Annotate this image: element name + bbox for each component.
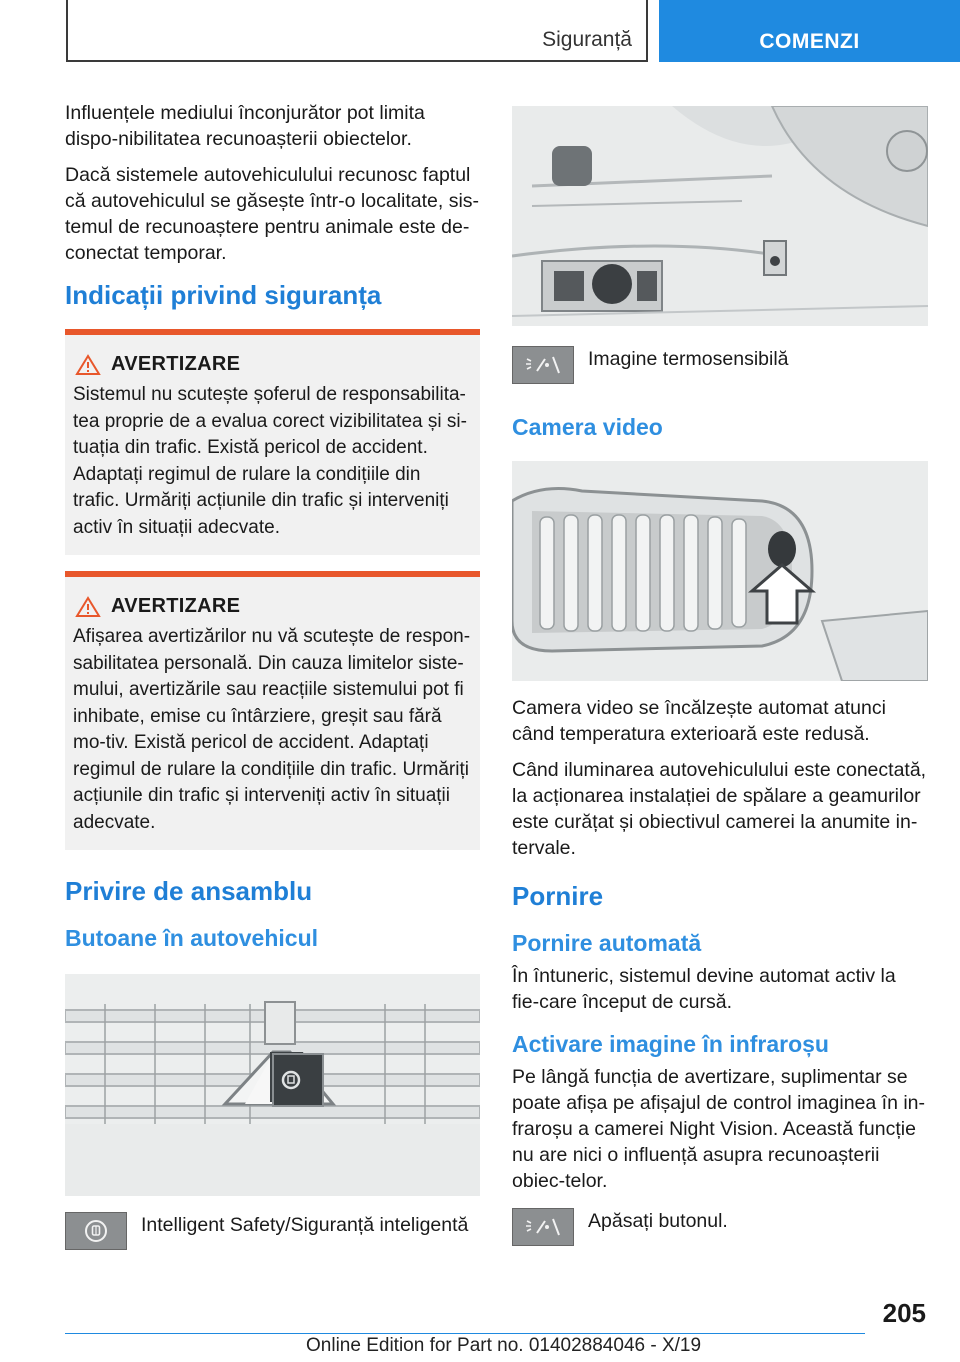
right-column	[512, 106, 928, 1260]
header-chapter-tab	[659, 0, 960, 62]
warning-text-1: Sistemul nu scutește șoferul de responsabilita-tea proprie de a evalua corect vizibilitatea și si-tuația din trafic. Există pericol de accident. Adaptați regimul de rulare la condițiile din trafic. Urmăriți acțiunile din trafic și interveniți activ în situații adecvate.	[73, 384, 467, 538]
thermal-image-label: Imagine termosensibilă	[588, 348, 789, 370]
edition-footer: Online Edition for Part no. 01402884046 - X/19	[306, 1335, 702, 1356]
header-section-label: Siguranță	[542, 28, 632, 51]
left-column	[65, 100, 480, 1264]
overview-heading: Privire de ansamblu	[65, 876, 313, 906]
warning-triangle-icon	[75, 596, 101, 618]
press-button-label: Apăsați butonul.	[588, 1210, 728, 1232]
infrared-heading: Activare imagine în infraroșu	[512, 1031, 829, 1057]
press-button-row	[512, 1208, 928, 1246]
warning-title-2: AVERTIZARE	[111, 595, 241, 617]
intro-paragraph-2: Dacă sistemele autovehiculului recunosc faptul că autovehiculul se găsește într-o localitate, sis-temul de recunoaștere pentru animale este de-conectat temporar.	[65, 164, 480, 264]
safety-heading: Indicații privind siguranța	[65, 280, 382, 310]
warning-title-1: AVERTIZARE	[111, 353, 241, 375]
night-vision-icon	[523, 353, 563, 377]
night-vision-icon	[523, 1215, 563, 1239]
warning-triangle-icon	[75, 354, 101, 376]
intelligent-safety-icon	[83, 1218, 109, 1244]
intelligent-safety-button-row	[65, 1212, 480, 1250]
button-panel-image	[65, 974, 480, 1196]
intro-paragraph-1: Influențele mediului înconjurător pot limita dispo-nibilitatea recunoașterii obiectelor.	[65, 102, 425, 150]
auto-start-paragraph: În întuneric, sistemul devine automat activ la fie-care început de cursă.	[512, 965, 896, 1013]
intelligent-safety-label: Intelligent Safety/Siguranță inteligentă	[141, 1214, 469, 1236]
auto-start-heading: Pornire automată	[512, 930, 702, 956]
infrared-paragraph: Pe lângă funcția de avertizare, suplimentar se poate afișa pe afișajul de control imaginea în in-fraroșu a camerei Night Vision. Această funcție nu are nici o influență asupra recunoașterii obiec-telor.	[512, 1066, 926, 1192]
intelligent-safety-button[interactable]	[65, 1212, 127, 1250]
footer-divider	[65, 1333, 865, 1334]
page-number: 205	[882, 1298, 926, 1328]
camera-heading: Camera video	[512, 414, 663, 440]
steering-wheel-image	[512, 106, 928, 326]
warning-text-2: Afișarea avertizărilor nu vă scutește de respon-sabilitatea personală. Din cauza limitelor siste-mului, avertizările sau reacțiile sistemului pot fi inhibate, emise cu întârziere, greșit sau fără mo-tiv. Există pericol de accident. Adaptați regimul de rulare la condițiile din trafic. Urmăriți acțiunile din trafic și interveniți activ în situații adecvate.	[73, 626, 471, 833]
camera-paragraph-1: Camera video se încălzește automat atunci când temperatura exterioară este redusă.	[512, 697, 886, 745]
camera-paragraph-2: Când iluminarea autovehiculului este conectată, la acționarea instalației de spălare a geamurilor este curățat și obiectivul camerei la anumite in-tervale.	[512, 759, 927, 859]
warning-box-1	[65, 329, 480, 555]
night-vision-button-2[interactable]	[512, 1208, 574, 1246]
warning-box-2	[65, 571, 480, 850]
thermal-image-button-row	[512, 346, 928, 384]
night-vision-button[interactable]	[512, 346, 574, 384]
start-heading: Pornire	[512, 881, 604, 911]
header-chapter-label: COMENZI	[759, 30, 860, 53]
camera-grille-image	[512, 461, 928, 681]
buttons-heading: Butoane în autovehicul	[65, 925, 319, 951]
header-section-tab	[66, 0, 648, 62]
